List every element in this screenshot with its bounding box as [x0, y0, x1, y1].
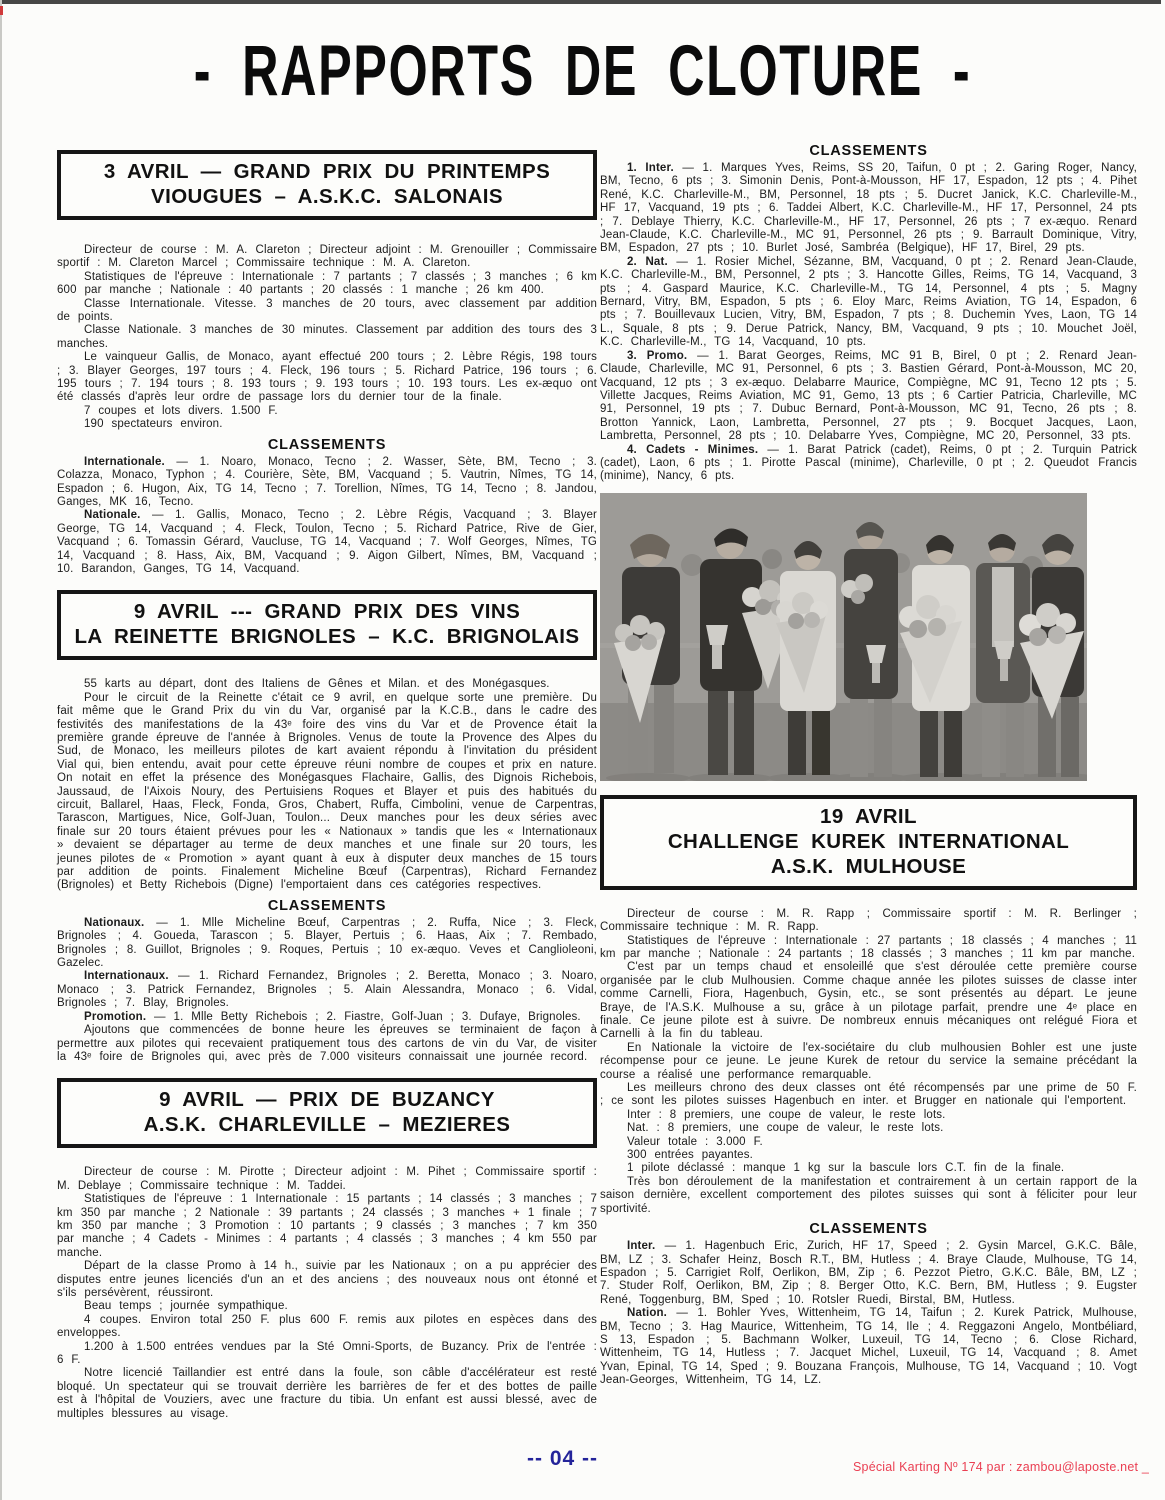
body-paragraph: C'est par un temps chaud et ensoleillé que s'est déroulée cette première course organisée par le club Mulhousien. Comme chaque année les pilotes suisses de classe inter comme Carnelli, Fiora, Hagenbuch, Gysin, etc., se sont présentés au départ. Le jeune Braye, de l'A.S.K. Mulhouse a su, grâce à un pilotage parfait, prendre une 4ᵉ place en finale. Ce jeune pilote est à suivre. De nombreux ennuis mécaniques ont relégué Fiora et Carnelli à la fin du tableau.	[600, 961, 1137, 1041]
issue-credit: Spécial Karting Nº 174 par : zambou@laposte.net _	[853, 1460, 1149, 1474]
classements-heading: CLASSEMENTS	[267, 436, 387, 453]
body-paragraph: Notre licencié Taillandier est entré dans la foule, son câble d'accélérateur est resté bloqué. Un spectateur qui se trouvait derrière les barrières de fer et des bottes de paille est à l'hôpital de Vouziers, avec une fracture du tibia. Un enfant est aussi blessé, avec de multiples blessures au visage.	[57, 1367, 597, 1420]
classement-results: — 1. Rosier Michel, Sézanne, BM, Vacquand, 0 pt ; 2. Renard Jean-Claude, K.C. Charleville-M., BM, Personnel, 2 pts ; 3. Hancotte Gilles, Reims, TG 14, Vacquand, 3 pts ; 4. Gaspard Maurice, K.C. Charleville-M., TG 14, Personnel, 4 pts ; 5. Magny Bernard, Vitry, BM, Espadon, 5 pts ; 6. Eloy Marc, Reims Aviation, TG 14, Espadon, 6 pts ; 7. Bouillevaux Lucien, Vitry, BM, Espadon, 7 pts ; 8. Duchemin Yves, Laon, TG 14 L., Squale, 8 pts ; 9. Derue Patrick, Nancy, BM, Vacquand, 9 pts ; 10. Mouchet Joël, K.C. Charleville-M., TG 14, Vacquand, 10 pts.	[600, 255, 1138, 349]
body-paragraph: 4 coupes. Environ total 250 F. plus 600 F. remis aux pilotes en espèces dans des enveloppes.	[57, 1313, 597, 1340]
classement-results: — 1. Barat Patrick (cadet), Reims, 0 pt ; 2. Turquin Patrick (cadet), Laon, 6 pts ; 1. Pirotte Pascal (minime), Charleville, 0 pt ; 2. Queudot Francis (minime), Nancy, 6 pts.	[600, 443, 1137, 483]
body-paragraph: 1 pilote déclassé : manque 1 kg sur la bascule lors C.T. fin de la finale.	[627, 1162, 1065, 1175]
classement-results: — 1. Hagenbuch Eric, Zurich, HF 17, Speed ; 2. Gysin Marcel, G.K.C. Bâle, BM, LZ ; 3. Schafer Heinz, Bosch R.T., BM, Hutless ; 4. Braye Claude, Mulhouse, TG 14, Espadon ; 5. Carrigiet Rolf, Oerlikon, BM, Zip ; 6. Pezzot Pietro, G.K.C. Bâle, BM, LZ ; 7. Studer Rolf, Oerlikon, BM, Zip ; 8. Berger Otto, K.C. Bern, BM, Hutless ; 9. Eugster René, Toggenburg, BM, Sped ; 10. Rotsler Ruedi, Birstal, BM, Hutless.	[600, 1240, 1137, 1306]
classement-class-label: 2. Nat.	[627, 255, 668, 268]
classement-class-label: 4. Cadets - Minimes.	[627, 443, 759, 456]
body-paragraph: Directeur de course : M. R. Rapp ; Commissaire sportif : M. R. Berlinger ; Commissaire technique : M. R. Rapp.	[600, 907, 1137, 934]
body-paragraph: Le vainqueur Gallis, de Monaco, ayant effectué 200 tours ; 2. Lèbre Régis, 198 tours ; 3. Blayer Georges, 197 tours ; 4. Fleck, 196 tours ; 5. Richard Patrice, 196 tours ; 6. 195 tours ; 7. 194 tours ; 8. 193 tours ; 9. 193 tours ; 10. 193 tours. Les ex-æquo ont été classés d'après leur ordre de passage lors du dernier tour de la finale.	[57, 351, 597, 404]
classement-results: — 1. Barat Georges, Reims, MC 91 B, Birel, 0 pt ; 2. Renard Jean-Claude, Charleville, MC 91, Personnel, 6 pts ; 3. Bastien Gérard, Pont-à-Mousson, MC 20, Vacquand, 12 pts ; 3 ex-æquo. Delabarre Maurice, Compiègne, MC 91, Tecno 12 pts ; 5. Villette Jacques, Reims Aviation, MC 91, Gemo, 13 pts ; 6 Cartier Patricia, Charleville, MC 91, Personnel, 19 pts ; 7. Dubuc Bernard, Pont-à-Mousson, MC 91, Tecno, 26 pts ; 8. Brotton Yannick, Laon, Lambretta, Personnel, 27 pts ; 9. Bocquet Jacques, Laon, Lambretta, Personnel, 28 pts ; 10. Delabarre Yves, Compiègne, MC 20, Personnel, 33 pts.	[600, 349, 1137, 443]
prize-winners-photo-graphic	[600, 493, 1087, 781]
body-paragraph: 190 spectateurs environ.	[84, 418, 223, 431]
page-title: - RAPPORTS DE CLOTURE -	[193, 31, 972, 111]
body-paragraph: Directeur de course : M. A. Clareton ; Directeur adjoint : M. Grenouiller ; Commissaire sportif : M. Clareton Marcel ; Commissaire technique : M. A. Clareton.	[57, 244, 597, 270]
classement-class-label: Nation.	[627, 1307, 668, 1320]
prize-winners-photo	[600, 493, 1087, 781]
section-box-grand-prix-printemps	[57, 150, 597, 220]
classement-results: — 1. Bohler Yves, Wittenheim, TG 14, Taifun ; 2. Kurek Patrick, Mulhouse, BM, Tecno ; 3. Hag Maurice, Wittenheim, TG 14, Ile ; 4. Reggazoni Angelo, Montbéliard, S 13, Espadon ; 5. Bachmann Wolker, Luxeuil, TG 14, Tecno ; 6. Close Richard, Wittenheim, TG 14, Hutless ; 7. Jacquet Michel, Luxeuil, TG 14, Vacquand ; 8. Amet Yvan, Epinal, TG 14, Sped ; 9. Bouzana François, Mulhouse, TG 14, Vacquand ; 10. Vogt Jean-Georges, Wittenheim, TG 14, LZ.	[600, 1307, 1137, 1387]
classement-results: — 1. Gallis, Monaco, Tecno ; 2. Lèbre Régis, Vacquand ; 3. Blayer George, TG 14, Vacquand ; 4. Fleck, Toulon, Tecno ; 5. Richard Patrice, Rive de Gier, Vacquand ; 6. Tomassin Gérard, Vaucluse, TG 14, Vacquand ; 7. Wolf Georges, Nîmes, TG 14, Vacquand ; 8. Hass, Aix, BM, Vacquand ; 9. Aigon Gilbert, Nîmes, BM, Vacquand ; 10. Barandon, Ganges, TG 14, Vacquand.	[57, 509, 597, 575]
classements-heading: CLASSEMENTS	[267, 897, 387, 914]
classement-entry	[600, 256, 1137, 350]
classement-class-label: Internationale.	[84, 455, 165, 468]
body-paragraph: Très bon déroulement de la manifestation et contrairement à un certain rapport de la saison dernière, excellent comportement des pilotes suisses qui sont à féliciter pour leur sportivité.	[600, 1175, 1137, 1215]
classement-entry	[57, 1011, 597, 1024]
classement-class-label: Nationaux.	[84, 916, 145, 929]
classement-results: — 1. Noaro, Monaco, Tecno ; 2. Wasser, Sète, BM, Tecno ; 3. Colazza, Monaco, Typhon ; 4. Courière, Sète, BM, Vacquand ; 5. Vautrin, Nîmes, TG 14, Espadon ; 6. Hugon, Aix, TG 14, Tecno ; 7. Torellion, Nîmes, TG 14, Tecno ; 8. Jandou, Ganges, MK 16, Tecno.	[57, 455, 597, 508]
body-paragraph: Nat. : 8 premiers, une coupe de valeur, le reste lots.	[627, 1122, 944, 1135]
body-paragraph: Inter : 8 premiers, une coupe de valeur, le reste lots.	[627, 1108, 946, 1121]
classement-results: — 1. Richard Fernandez, Brignoles ; 2. Beretta, Monaco ; 3. Noaro, Monaco ; 3. Patrick Fernandez, Brignoles ; 5. Alain Alessandra, Monaco ; 6. Vidal, Brignoles ; 7. Blay, Brignoles.	[57, 970, 597, 1010]
body-paragraph: Beau temps ; journée sympathique.	[84, 1300, 288, 1313]
left-column	[57, 150, 597, 1421]
classement-entry	[57, 970, 597, 1010]
body-paragraph: 55 karts au départ, dont des Italiens de Gênes et Milan. et des Monégasques.	[84, 678, 550, 691]
classement-entry	[57, 917, 597, 971]
body-paragraph: 300 entrées payantes.	[627, 1149, 753, 1162]
body-paragraph: 1.200 à 1.500 entrées vendues par la Sté Omni-Sports, de Buzancy. Prix de l'entrée : 6 F.	[57, 1340, 597, 1366]
classement-entry	[600, 1240, 1137, 1307]
body-paragraph: Classe Internationale. Vitesse. 3 manches de 20 tours, avec classement par addition de points.	[57, 297, 597, 324]
right-column	[600, 143, 1137, 1388]
body-paragraph: Directeur de course : M. Pirotte ; Directeur adjoint : M. Pihet ; Commissaire sportif : M. Deblaye ; Commissaire technique : M. Taddei.	[57, 1166, 597, 1192]
classements-heading: CLASSEMENTS	[809, 1221, 928, 1238]
body-paragraph: En Nationale la victoire de l'ex-sociétaire du club mulhousien Bohler est une juste récompense pour ce jeune. Le jeune Kurek de retour du service la semaine précédant la course a réalisé une performance remarquable.	[600, 1041, 1137, 1081]
body-paragraph: Statistiques de l'épreuve : 1 Internationale : 15 partants ; 14 classés ; 3 manches ; 7 km 350 par manche ; 2 Nationale : 39 partants ; 24 classés ; 3 manches + 1 finale ; 7 km 350 par manche ; 3 Promotion : 10 partants ; 9 classés ; 3 manches ; 7 km 350 par manche ; 4 Cadets - Minimes : 4 partants ; 4 classés ; 3 manches ; 4 km 550 par manche.	[57, 1193, 597, 1259]
section-title-line: 3 AVRIL — GRAND PRIX DU PRINTEMPS	[103, 160, 551, 183]
section-title-line: LA REINETTE BRIGNOLES – K.C. BRIGNOLAIS	[74, 625, 580, 649]
classement-results: — 1. Mlle Betty Richebois ; 2. Fiastre, Golf-Juan ; 3. Dufaye, Brignoles.	[146, 1010, 581, 1023]
body-paragraph: 7 coupes et lots divers. 1.500 F.	[84, 404, 278, 417]
section-title-line: A.S.K. MULHOUSE	[770, 854, 967, 878]
section-title-line: VIOUGUES – A.S.K.C. SALONAIS	[151, 185, 503, 208]
classement-results: — 1. Mlle Micheline Bœuf, Carpentras ; 2. Ruffa, Nice ; 3. Fleck, Brignoles ; 4. Goueda, Tarascon ; 5. Blayer, Pertuis ; 6. Haas, Aix ; 7. Rembado, Brignoles ; 8. Guillot, Brignoles ; 9. Roques, Pertuis ; 10 ex-æquo. Veves et Canglioleoni, Gazelec.	[57, 916, 597, 970]
body-paragraph: Statistiques de l'épreuve : Internationale : 27 partants ; 18 classés ; 4 manches ; 11 km par manche ; Nationale : 24 partants ; 18 classés ; 3 manches ; 11 km par manche.	[600, 934, 1137, 960]
body-paragraph: Départ de la classe Promo à 14 h., suivie par les Nationaux ; on a pu apprécier des disputes entre jeunes licenciés d'un an et des anciens ; des nouveaux nous ont étonné et s'ils persévèrent, réussiront.	[57, 1260, 597, 1299]
section-title-line: 9 AVRIL --- GRAND PRIX DES VINS	[133, 600, 521, 624]
section-title-line: 9 AVRIL — PRIX DE BUZANCY	[159, 1088, 495, 1112]
section-box-challenge-kurek	[600, 795, 1137, 890]
classement-class-label: Nationale.	[84, 509, 141, 522]
page-number: -- 04 --	[527, 1447, 598, 1470]
classement-entry	[600, 350, 1137, 444]
classement-class-label: Promotion.	[84, 1010, 147, 1023]
body-paragraph: Classe Nationale. 3 manches de 30 minutes. Classement par addition des tours des 3 manches.	[57, 324, 597, 350]
classement-class-label: Inter.	[627, 1240, 656, 1253]
body-paragraph: Les meilleurs chrono des deux classes ont été récompensés par une prime de 50 F. ; ce sont les pilotes suisses Hagenbuch en inter. et Brugger en nationale qui l'emportent.	[600, 1082, 1137, 1108]
section-title-line: A.S.K. CHARLEVILLE – MEZIERES	[143, 1113, 511, 1137]
body-paragraph: Valeur totale : 3.000 F.	[627, 1135, 763, 1148]
classement-entry	[57, 509, 597, 576]
classement-class-label: Internationaux.	[84, 970, 169, 983]
body-paragraph: Pour le circuit de la Reinette c'était ce 9 avril, en quelque sorte une première. Du fait même que le Grand Prix du vin du Var, organisé par la K.C.B., dans le cadre des festivités des manifestations de la 43ᵉ foire des vins du Var et de Provence était la première grande épreuve de l'année à Brignoles. Venus de toute la Provence des Alpes du Sud, de Monaco, les meilleurs pilotes de kart avaient répondu à l'invitation du président Vial qui, bien entendu, avait pour cette épreuve réuni nombre de coupes et prix en nature. On notait en effet la présence des Monégasques Flachaire, Gallis, des Dignois Richebois, Jaussaud, de l'Aixois Noury, des Pertuisiens Roques et Blayer et puis des habitués du circuit, Ballarel, Haas, Fleck, Fonda, Gros, Chabert, Ruffa, Cimbolini, venue de Carpentras, Tarascon, Martigues, Nice, Golf-Juan, Toulon... Deux manches pour les deux séries avec finale sur 20 tours étaient prévues pour les « Nationaux » tandis que les « Internationaux » devaient se départager au terme de deux manches et une finale sur 20 tours, les jeunes pilotes de « Promotion » ayant quant à eux à disputer deux manches de 15 tours par addition de points. Finalement Micheline Bœuf (Carpentras), Richard Fernandez (Brignoles) et Betty Richebois (Digne) l'emportaient dans ces catégories respectives.	[57, 691, 597, 892]
top-rule	[0, 0, 1161, 4]
classement-entry	[600, 162, 1137, 256]
section-box-prix-de-buzancy	[57, 1078, 597, 1148]
classement-entry	[600, 444, 1137, 484]
classement-class-label: 1. Inter.	[627, 162, 674, 174]
red-registration-mark	[0, 6, 3, 15]
classement-results: — 1. Marques Yves, Reims, SS 20, Taifun, 0 pt ; 2. Garing Roger, Nancy, BM, Tecno, 6 pts ; 3. Simonin Denis, Pont-à-Mousson, HF 17, Espadon, 12 pts ; 4. Pihet René, K.C. Charleville-M., BM, Personnel, 18 pts ; 5. Ducret Janick, K.C. Charleville-M., HF 17, Vacquand, 19 pts ; 6. Taddei Albert, K.C. Charleville-M., HF 17, Personnel, 24 pts ; 7. Deblaye Thierry, K.C. Charleville-M., HF 17, Personnel, 26 pts ; 7 ex-æquo. Renard Jean-Claude, K.C. Charleville-M., MC 91, Personnel, 26 pts ; 9. Barrault Dominique, Vitry, BM, Espadon, 27 pts ; 10. Burlet José, Sambréa (Belgique), HF 17, Birel, 29 pts.	[600, 162, 1137, 255]
left-edge-rule	[0, 0, 2, 1500]
body-paragraph: Statistiques de l'épreuve : Internationale : 7 partants ; 7 classés ; 3 manches ; 6 km 600 par manche ; Nationale : 40 partants ; 20 classés : 1 manche ; 26 km 400.	[57, 270, 597, 297]
classements-heading: CLASSEMENTS	[809, 143, 928, 159]
classement-entry	[57, 456, 597, 510]
section-box-grand-prix-des-vins	[57, 590, 597, 660]
body-paragraph: Ajoutons que commencées de bonne heure les épreuves se terminaient de façon à permettre aux pilotes qui recevaient pratiquement tous des cartons de vin du Var, de visiter la 43ᵉ foire de Brignoles qui, avec près de 7.000 visiteurs connaissait une journée record.	[57, 1024, 597, 1063]
section-title-line: 19 AVRIL	[820, 804, 917, 828]
classement-entry	[600, 1307, 1137, 1387]
section-title-line: CHALLENGE KUREK INTERNATIONAL	[667, 829, 1070, 853]
classement-class-label: 3. Promo.	[627, 349, 688, 362]
